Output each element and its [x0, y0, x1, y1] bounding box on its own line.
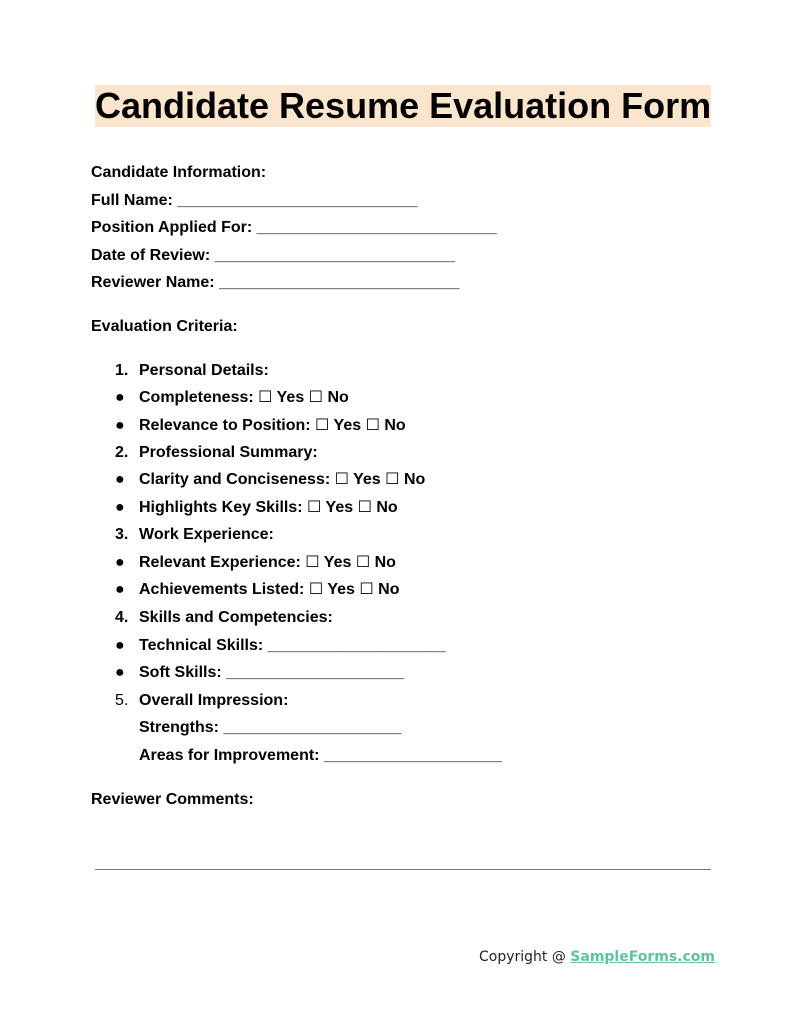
comments-line[interactable]	[95, 869, 711, 870]
reviewer-comments-heading: Reviewer Comments:	[91, 791, 254, 808]
list-marker: 2.	[115, 444, 129, 461]
criteria-label[interactable]: Relevance to Position: ☐ Yes ☐ No	[139, 417, 406, 434]
page-title: Candidate Resume Evaluation Form	[95, 85, 712, 126]
bullet-icon: ●	[115, 471, 125, 488]
position-applied-field[interactable]: Position Applied For: ___________________________	[91, 219, 497, 236]
criteria-label: Personal Details:	[139, 362, 269, 379]
areas-for-improvement-field[interactable]: Areas for Improvement: ____________________	[139, 747, 502, 764]
criteria-label: Overall Impression:	[139, 692, 289, 709]
brand-link[interactable]: SampleForms.com	[570, 949, 715, 965]
full-name-field[interactable]: Full Name: ___________________________	[91, 192, 418, 209]
criteria-label: Work Experience:	[139, 526, 274, 543]
criteria-blank-row[interactable]	[115, 663, 404, 683]
criteria-checkbox-row[interactable]	[115, 580, 399, 600]
criteria-section	[115, 691, 288, 711]
list-marker: 3.	[115, 526, 129, 543]
criteria-checkbox-row[interactable]	[115, 470, 425, 490]
bullet-icon: ●	[115, 554, 125, 571]
criteria-section	[115, 525, 274, 545]
bullet-icon: ●	[115, 581, 125, 598]
criteria-section	[115, 608, 333, 628]
criteria-label: Professional Summary:	[139, 444, 318, 461]
criteria-label: Skills and Competencies:	[139, 609, 333, 626]
bullet-icon: ●	[115, 389, 125, 406]
soft-skills-field[interactable]: Soft Skills: ____________________	[139, 664, 405, 681]
criteria-checkbox-row[interactable]	[115, 388, 349, 408]
bullet-icon: ●	[115, 637, 125, 654]
reviewer-name-field[interactable]: Reviewer Name: ___________________________	[91, 274, 460, 291]
criteria-label[interactable]: Achievements Listed: ☐ Yes ☐ No	[139, 581, 400, 598]
criteria-label[interactable]: Relevant Experience: ☐ Yes ☐ No	[139, 554, 396, 571]
criteria-label[interactable]: Completeness: ☐ Yes ☐ No	[139, 389, 349, 406]
criteria-label[interactable]: Highlights Key Skills: ☐ Yes ☐ No	[139, 499, 398, 516]
title-highlight	[95, 85, 711, 127]
evaluation-criteria-heading: Evaluation Criteria:	[91, 318, 238, 335]
criteria-checkbox-row[interactable]	[115, 553, 396, 573]
copyright-prefix: Copyright @	[478, 949, 571, 965]
bullet-icon: ●	[115, 664, 125, 681]
candidate-info-heading: Candidate Information:	[91, 164, 267, 181]
list-marker: 1.	[115, 362, 129, 379]
list-marker: 4.	[115, 609, 129, 626]
strengths-field[interactable]: Strengths: ____________________	[139, 719, 402, 736]
criteria-blank-row[interactable]	[115, 636, 446, 656]
list-marker: 5.	[115, 692, 129, 709]
bullet-icon: ●	[115, 417, 125, 434]
criteria-section	[115, 361, 269, 381]
date-of-review-field[interactable]: Date of Review: ___________________________	[91, 247, 455, 264]
technical-skills-field[interactable]: Technical Skills: ____________________	[139, 637, 446, 654]
criteria-checkbox-row[interactable]	[115, 498, 398, 518]
criteria-label[interactable]: Clarity and Conciseness: ☐ Yes ☐ No	[139, 471, 426, 488]
criteria-checkbox-row[interactable]	[115, 416, 406, 436]
criteria-section	[115, 443, 318, 463]
bullet-icon: ●	[115, 499, 125, 516]
copyright-notice	[479, 947, 715, 967]
